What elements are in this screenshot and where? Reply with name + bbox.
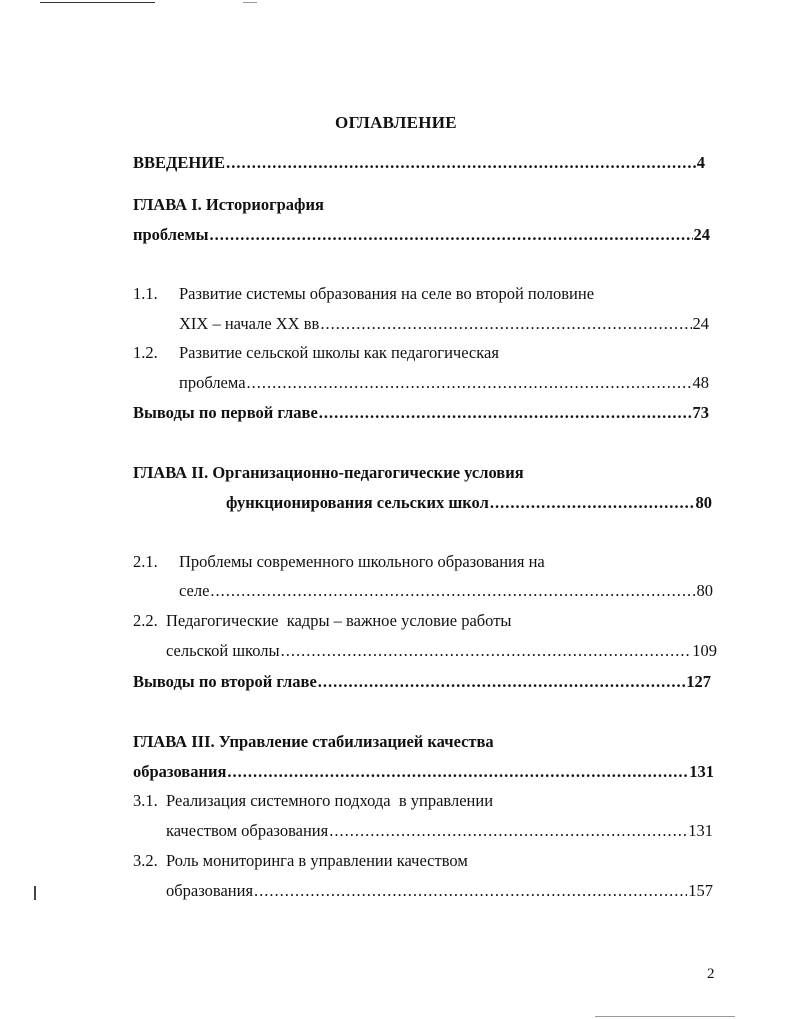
toc-conclusions-chapter-1[interactable] [133, 403, 709, 423]
section-title: Развитие системы образования на селе во второй половине [179, 284, 595, 303]
leader-dots [226, 153, 696, 173]
toc-page-number: 109 [692, 641, 717, 660]
toc-entry-label: Выводы по второй главе [133, 672, 317, 691]
section-number: 1.1. [133, 284, 158, 303]
toc-page-number: 131 [688, 821, 713, 840]
chapter-2-heading[interactable]: ГЛАВА II. Организационно-педагогические условия [133, 463, 524, 482]
leader-dots [490, 493, 695, 513]
section-title: Реализация системного подхода в управлении [166, 791, 494, 810]
leader-dots [254, 881, 687, 901]
toc-page-number: 157 [688, 881, 713, 900]
toc-page-number: 48 [692, 373, 709, 392]
toc-page-number: 80 [696, 581, 713, 600]
section-title: Проблемы современного школьного образования на [179, 552, 545, 571]
scan-artifact-line [40, 2, 155, 3]
toc-section-1-1-continued[interactable] [179, 314, 709, 334]
chapter-1-heading-continued[interactable] [133, 225, 710, 245]
chapter-3-heading-continued[interactable] [133, 762, 714, 782]
section-title: Педагогические кадры – важное условие работы [166, 611, 512, 630]
leader-dots [320, 314, 691, 334]
toc-entry-introduction[interactable] [133, 153, 705, 173]
scan-speck [34, 886, 36, 900]
leader-dots [247, 373, 692, 393]
leader-dots [210, 581, 695, 601]
leader-dots [227, 762, 688, 782]
toc-section-3-2[interactable] [133, 851, 468, 871]
toc-entry-label: проблемы [133, 225, 209, 244]
toc-section-2-2[interactable] [133, 611, 512, 631]
toc-entry-label: сельской школы [166, 641, 280, 660]
leader-dots [319, 403, 692, 423]
toc-page-number: 127 [686, 672, 711, 691]
leader-dots [318, 672, 685, 692]
toc-section-2-2-continued[interactable] [166, 641, 717, 661]
section-number: 3.2. [133, 851, 158, 870]
toc-section-2-1-continued[interactable] [179, 581, 713, 601]
section-title: Развитие сельской школы как педагогическая [179, 343, 499, 362]
toc-section-3-1[interactable] [133, 791, 493, 811]
leader-dots [281, 641, 692, 661]
toc-entry-label: образования [133, 762, 227, 781]
toc-section-1-2-continued[interactable] [179, 373, 709, 393]
toc-page-number: 131 [689, 762, 714, 781]
toc-page-number: 4 [696, 153, 705, 172]
scan-artifact-line [595, 1016, 735, 1017]
toc-conclusions-chapter-2[interactable] [133, 672, 711, 692]
toc-section-1-1[interactable] [133, 284, 594, 304]
toc-section-1-2[interactable] [133, 343, 499, 363]
page-number: 2 [707, 966, 715, 982]
chapter-1-heading[interactable]: ГЛАВА I. Историография [133, 195, 324, 214]
section-number: 1.2. [133, 343, 158, 362]
toc-entry-label: качеством образования [166, 821, 329, 840]
chapter-3-heading[interactable]: ГЛАВА III. Управление стабилизацией качества [133, 732, 494, 751]
leader-dots [209, 225, 692, 245]
toc-page-number: 24 [693, 225, 710, 244]
toc-entry-label: XIX – начале XX вв [179, 314, 320, 333]
leader-dots [329, 821, 687, 841]
toc-entry-label: функционирования сельских школ [226, 493, 489, 512]
scan-artifact-line [243, 2, 257, 3]
document-title: ОГЛАВЛЕНИЕ [335, 113, 457, 132]
toc-entry-label: ВВЕДЕНИЕ [133, 153, 226, 172]
section-number: 3.1. [133, 791, 158, 810]
toc-section-2-1[interactable] [133, 552, 545, 572]
toc-page-number: 24 [692, 314, 709, 333]
section-number: 2.2. [133, 611, 158, 630]
toc-entry-label: проблема [179, 373, 246, 392]
chapter-2-heading-continued[interactable] [226, 493, 712, 513]
toc-section-3-1-continued[interactable] [166, 821, 713, 841]
section-number: 2.1. [133, 552, 158, 571]
toc-entry-label: Выводы по первой главе [133, 403, 318, 422]
toc-entry-label: селе [179, 581, 210, 600]
toc-page-number: 73 [692, 403, 709, 422]
section-title: Роль мониторинга в управлении качеством [166, 851, 468, 870]
toc-entry-label: образования [166, 881, 254, 900]
toc-section-3-2-continued[interactable] [166, 881, 713, 901]
toc-page-number: 80 [695, 493, 712, 512]
